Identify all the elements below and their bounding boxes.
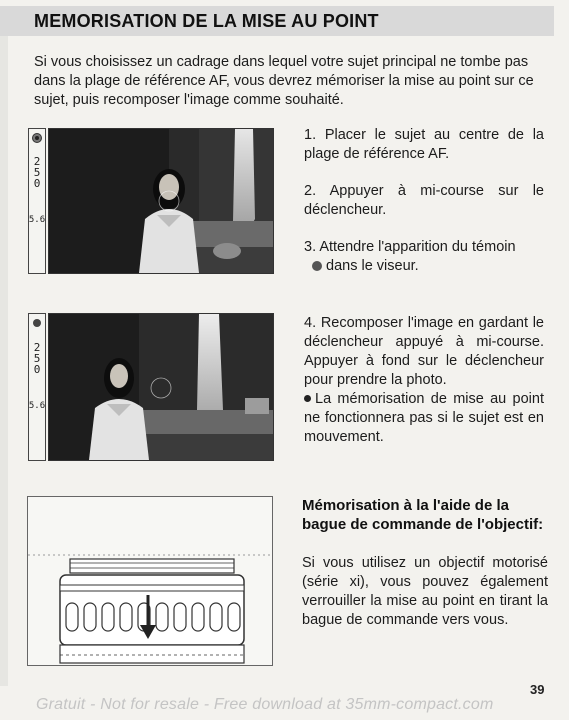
bullet-dot-icon [304,395,311,402]
shutter-digit: 5 [33,352,41,365]
watermark-text: Gratuit - Not for resale - Free download at 35mm-compact.com [36,696,494,713]
portrait-waterfall-image [49,129,273,273]
viewfinder-display-1 [28,128,46,274]
focus-signal-icon [31,132,43,144]
steps-column [304,126,548,446]
page-edge-shadow [0,36,8,686]
step-3 [304,238,544,276]
viewfinder-photo-1 [48,128,274,274]
viewfinder-display-2 [28,313,46,461]
focus-confirm-dot-icon [32,318,42,328]
figure-viewfinder-2 [28,313,274,463]
shutter-digit: 0 [33,363,41,376]
shutter-digit: 5 [33,166,41,179]
figure-viewfinder-1 [28,128,274,276]
note-text: La mémorisation de mise au point ne fonctionnera pas si le sujet est en mouvement. [304,391,544,445]
viewfinder-photo-2 [48,313,274,461]
intro-paragraph: Si vous choisissez un cadrage dans lequel votre sujet principal ne tombe pas dans la plage de référence AF, vous devrez mémoriser la mise au point sur ce sujet, puis recomposer l'image comme souhaité. [34,54,534,108]
section-title-bar [0,6,554,36]
aperture-readout: 5.6 [28,215,46,225]
aperture-readout: 5.6 [28,401,46,411]
step-3-suffix: dans le viseur. [326,258,419,274]
step-1: 1. Placer le sujet au centre de la plage de référence AF. [304,127,544,162]
step-2: 2. Appuyer à mi-course sur le déclencheur. [304,183,544,218]
step-4: 4. Recomposer l'image en gardant le déclencheur appuyé à mi-course. Appuyer à fond sur le déclencheur pour prendre la photo. [304,315,544,388]
recomposed-portrait-image [49,314,273,460]
shutter-digit: 2 [33,341,41,354]
step-note [304,390,544,447]
lens-illustration-frame [27,496,273,666]
step-3-text: 3. Attendre l'apparition du témoin [304,239,516,255]
section-title: MEMORISATION DE LA MISE AU POINT [34,11,379,31]
focus-signal-dot-icon [312,261,322,271]
page-number: 39 [530,682,545,697]
lens-control-ring-diagram [28,497,272,665]
shutter-digit: 0 [33,177,41,190]
subsection-heading: Mémorisation à la l'aide de la bague de commande de l'objectif: [302,497,544,533]
subsection-text: Si vous utilisez un objectif motorisé (série xi), vous pouvez également verrouiller la mise au point en tirant la bague de commande vers vous. [302,555,548,628]
shutter-digit: 2 [33,155,41,168]
